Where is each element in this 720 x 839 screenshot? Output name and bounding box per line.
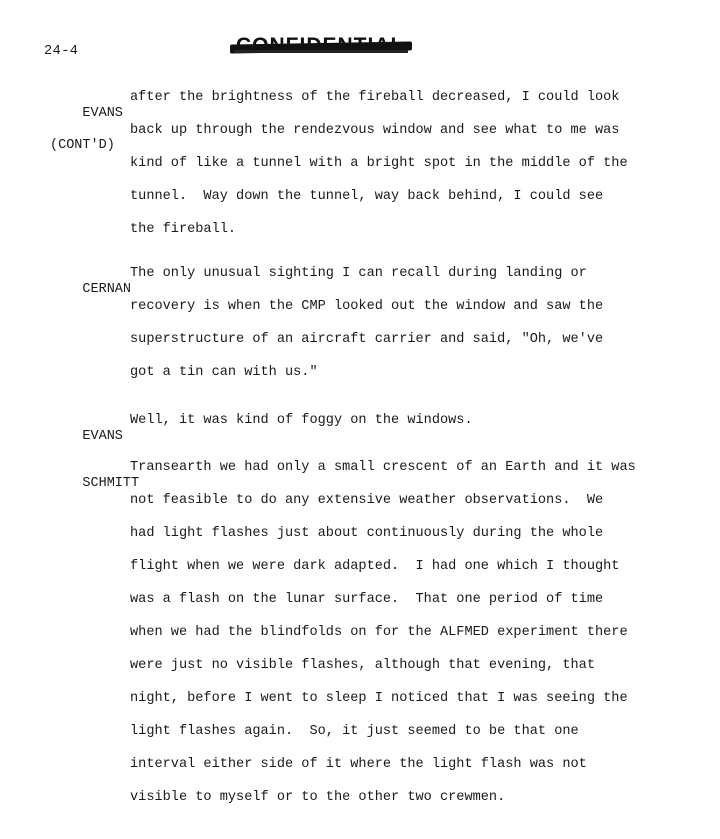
transcript-text (130, 266, 630, 398)
redaction-strike-underline (234, 50, 408, 53)
text-line: not feasible to do any extensive weather observations. We (130, 493, 604, 508)
transcript-text (130, 90, 630, 255)
speaker-name: CERNAN (82, 282, 132, 297)
transcript-text (130, 460, 636, 823)
speaker-name: SCHMITT (82, 476, 140, 491)
speaker-label (50, 413, 123, 461)
speaker-label (50, 266, 131, 314)
text-line: Transearth we had only a small crescent of an Earth and it was (130, 460, 636, 475)
text-line: flight when we were dark adapted. I had one which I thought (130, 559, 620, 574)
text-line: visible to myself or to the other two crewmen. (130, 790, 506, 805)
text-line: were just no visible flashes, although that evening, that (130, 658, 595, 673)
speaker-continued-note: (CONT'D) (50, 138, 115, 153)
speaker-label (50, 460, 139, 508)
text-line: light flashes again. So, it just seemed to be that one (130, 724, 579, 739)
transcript-text (130, 413, 630, 446)
text-line: was a flash on the lunar surface. That one period of time (130, 592, 604, 607)
speaker-name: EVANS (82, 429, 123, 444)
text-line: recovery is when the CMP looked out the window and saw the (130, 299, 604, 314)
text-line: kind of like a tunnel with a bright spot in the middle of the (130, 156, 628, 171)
text-line: had light flashes just about continuously during the whole (130, 526, 604, 541)
classification-stamp (236, 34, 404, 58)
text-line: superstructure of an aircraft carrier and said, "Oh, we've (130, 332, 604, 347)
text-line: when we had the blindfolds on for the ALFMED experiment there (130, 625, 628, 640)
text-line: after the brightness of the fireball decreased, I could look (130, 90, 620, 105)
text-line: interval either side of it where the light flash was not (130, 757, 587, 772)
text-line: the fireball. (130, 222, 237, 237)
speaker-name: EVANS (82, 106, 123, 121)
text-line: back up through the rendezvous window and see what to me was (130, 123, 620, 138)
text-line: Well, it was kind of foggy on the windows. (130, 413, 473, 428)
page-number: 24-4 (44, 44, 79, 59)
speaker-label (50, 90, 123, 186)
text-line: got a tin can with us." (130, 365, 318, 380)
text-line: night, before I went to sleep I noticed that I was seeing the (130, 691, 628, 706)
text-line: The only unusual sighting I can recall during landing or (130, 266, 587, 281)
text-line: tunnel. Way down the tunnel, way back behind, I could see (130, 189, 604, 204)
